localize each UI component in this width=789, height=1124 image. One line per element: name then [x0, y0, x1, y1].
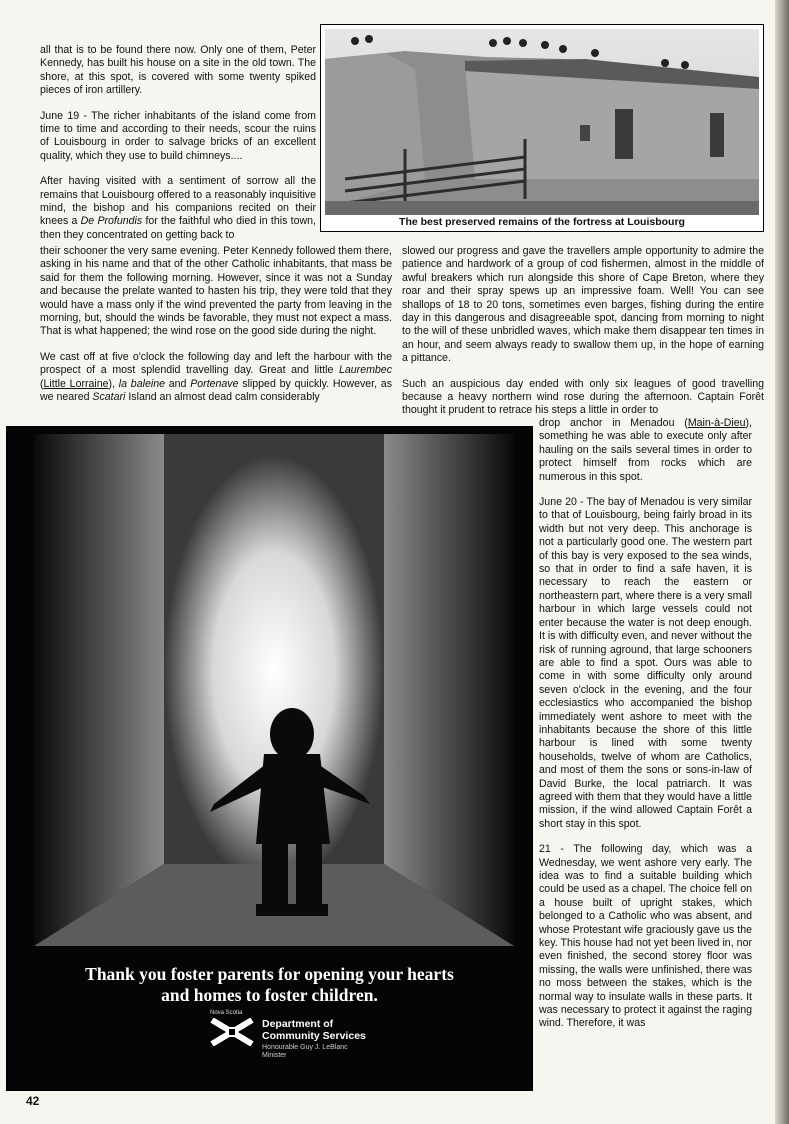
- right-column-middle: [402, 245, 764, 430]
- ad-headline-line: and homes to foster children.: [161, 985, 378, 1005]
- province-label: Nova Scotia: [210, 1010, 243, 1016]
- paragraph: 21 - The following day, which was a Wednesday, we went ashore very early. The idea was to find a suitable building which could be used as a chapel. The choice fell on a house built of upright stakes, which belonged to a Catholic who was absent, and whose Protestant wife graciously gave us the key. This house had not yet been lived in, nor even finished, the second storey floor was missing, the walls were unfinished, there was no moss between the stakes, which is the normal way to insulate walls in these parts. It was necessary to protect it against the raging wind. Therefore, it was: [539, 843, 752, 1030]
- foster-parents-ad: [6, 426, 533, 1091]
- fortress-photo: [320, 24, 764, 232]
- page-binding-shadow: [775, 0, 789, 1124]
- ad-headline: [18, 964, 521, 1006]
- ad-photo: [34, 434, 514, 946]
- paragraph: their schooner the very same evening. Peter Kennedy followed them there, asking in his name and that of the other Catholic inhabitants, that mass be said for them the following morning. However, since it was not a Sunday and because the prelate wanted to hasten his trip, they were told that they would have a mass only if the wind prevented the party from leaving in the morning, but, should the winds be favorable, they must not expect a mass. That is what happened; the wind rose on the good side during the night.: [40, 245, 392, 338]
- paragraph: all that is to be found there now. Only one of them, Peter Kennedy, has built his house on a site in the old town. The shore, at this spot, is covered with some twenty spiked pieces of iron artillery.: [40, 44, 316, 97]
- paragraph: June 19 - The richer inhabitants of the island come from time to time and according to their needs, scour the ruins of Louisbourg in order to salvage bricks of an excellent quality, which they use to build chimneys....: [40, 109, 316, 162]
- child-silhouette-illustration: [34, 434, 514, 946]
- paragraph: drop anchor in Menadou (Main-à-Dieu), something he was able to execute only after hauling on the sails several times in order to protect himself from rocks which are numerous in this spot.: [539, 417, 752, 483]
- page-number: 42: [26, 1094, 40, 1108]
- paragraph: slowed our progress and gave the travellers ample opportunity to admire the patience and hardwork of a group of cod fishermen, almost in the middle of awful breakers which run alongside this shore of Cape Breton, where they roar and their spray spews up an impressive foam. Well! You can see shallops of 18 to 20 tons, sometimes even barges, fishing during the entire day in this dangerous and disagreeable spot, dancing from morning to night to the will of these unbridled waves, which make them disappear ten times in an hour, and seem always ready to swallow them up, in the hope of earning a pittance.: [402, 245, 764, 365]
- left-column-top: [40, 44, 316, 254]
- paragraph: We cast off at five o'clock the following day and left the harbour with the prospect of a most splendid travelling day. Great and little Laurembec (Little Lorraine), la baleine and Portenave slipped by quickly. However, as we neared Scatari Island an almost dead calm considerably: [40, 350, 392, 404]
- photo-caption: The best preserved remains of the fortress at Louisbourg: [399, 216, 685, 228]
- fortress-ruins-image: [325, 29, 759, 215]
- paragraph: After having visited with a sentiment of sorrow all the remains that Louisbourg offered to a reasonably inquisitive mind, the bishop and his companions recited on their knees a De Profundis for the faithful who died in this town, then they concentrated on getting back to: [40, 175, 316, 241]
- department-logo-block: [208, 1010, 408, 1070]
- left-column-middle: [40, 245, 392, 416]
- nova-scotia-saltire-icon: [210, 1018, 254, 1046]
- paragraph: June 20 - The bay of Menadou is very similar to that of Louisbourg, being fairly broad in its width but not very deep. This anchorage is not a particularly good one. The western part of this bay is very exposed to the sea winds, so that in order to find a safe haven, it is necessary to reach the eastern or northeastern part, where there is a very small harbour in which large vessels could not enter because the water is not deep enough. It is with difficulty even, and never without the risk of running aground, that large schooners are able to find a spot. Ours was able to come in with some difficulty only around seven o'clock in the evening, and the four ecclesiastics who accompanied the bishop immediately went ashore to meet with the inhabitants because the shore of this little harbour is lined with some twenty households, twelve of whom are Catholics, and most of them the sons or sons-in-law of David Burke, the local patriarch. It was agreed with them that they would have a little mission, if the wind allowed Captain Forêt a short stay in this spot.: [539, 496, 752, 830]
- ad-headline-line: Thank you foster parents for opening your hearts: [85, 964, 454, 984]
- paragraph: Such an auspicious day ended with only six leagues of good travelling because a heavy northern wind rose during the afternoon. Captain Forêt thought it prudent to retrace his steps a little in order to: [402, 377, 764, 417]
- ruins-illustration: [325, 29, 759, 215]
- right-column-narrow: [539, 417, 752, 1043]
- minister-credit: Honourable Guy J. LeBlanc Minister: [262, 1044, 348, 1059]
- department-name: Department of Community Services: [262, 1018, 366, 1042]
